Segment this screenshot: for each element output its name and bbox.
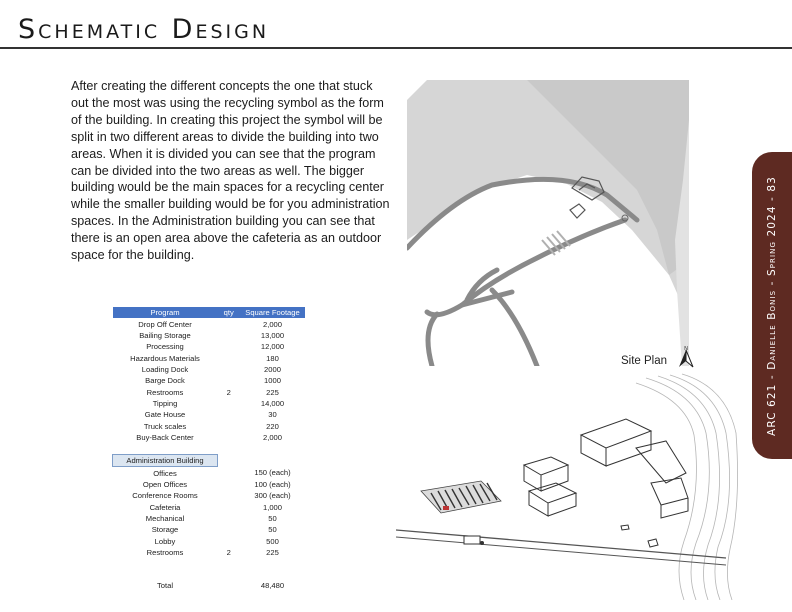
site-plan-map (407, 80, 689, 366)
total-value: 48,480 (260, 581, 285, 591)
table-row (113, 536, 306, 547)
program-qty (218, 318, 241, 329)
program-sqft: 150 (each) (254, 468, 291, 478)
program-sqft: 30 (268, 410, 277, 420)
header-square-footage: Square Footage (240, 307, 305, 318)
program-sqft: 2000 (264, 364, 281, 374)
program-qty: 2 (226, 548, 231, 558)
table-row (113, 479, 306, 490)
program-name: Gate House (144, 410, 186, 420)
program-name: Truck scales (143, 421, 187, 431)
table-row (113, 375, 306, 386)
program-name: Drop Off Center (138, 319, 192, 329)
program-table (112, 307, 305, 592)
program-qty (218, 432, 241, 443)
north-arrow-icon (676, 345, 696, 369)
program-sqft: 12,000 (260, 342, 285, 352)
total-row (113, 580, 306, 591)
table-spacer (113, 443, 306, 455)
program-qty: 2 (226, 387, 231, 397)
side-tab-text: ARC 621 - Danielle Bonis - Spring 2024 - 83 (766, 175, 778, 436)
program-qty (218, 409, 241, 420)
site-plan-label: Site Plan (621, 355, 668, 367)
table-row (113, 352, 306, 363)
header-qty: qty (218, 307, 241, 318)
table-row (113, 318, 306, 329)
title-rule (0, 47, 792, 49)
program-name: Bailing Storage (139, 330, 191, 340)
program-qty (218, 375, 241, 386)
program-qty (218, 352, 241, 363)
program-name: Tipping (152, 398, 178, 408)
program-name: Conference Rooms (132, 491, 198, 501)
body-paragraph: After creating the different concepts the one that stuck out the most was using the recycling symbol as the form of the building. In creating this project the symbol will be split in two different areas to divide the building into two areas. When it is divided you can see that the program can be divided into the two areas as well. The bigger building would be the main spaces for a recycling center while the smaller building would be for you administration spaces. In the Administration building you can see that there is an open area above the cafeteria as an outdoor space for the building. (71, 79, 390, 263)
program-sqft: 1000 (264, 376, 281, 386)
table-row (113, 398, 306, 409)
table-spacer (113, 558, 306, 569)
program-qty (218, 364, 241, 375)
table-row (113, 420, 306, 431)
program-name: Processing (146, 342, 184, 352)
program-qty (218, 420, 241, 431)
program-sqft: 14,000 (260, 398, 285, 408)
table-row (113, 490, 306, 501)
program-sqft: 50 (268, 525, 277, 535)
program-qty (218, 513, 241, 524)
program-name: Loading Dock (141, 364, 189, 374)
program-sqft: 100 (each) (254, 479, 291, 489)
program-sqft: 300 (each) (254, 491, 291, 501)
table-row (113, 467, 306, 479)
program-sqft: 13,000 (260, 330, 285, 340)
total-label: Total (156, 581, 174, 591)
program-qty (218, 341, 241, 352)
table-row (113, 409, 306, 420)
program-sqft: 50 (268, 514, 277, 524)
program-qty (218, 398, 241, 409)
program-sqft: 180 (266, 353, 279, 363)
admin-heading-row (113, 455, 306, 467)
table-row (113, 386, 306, 397)
program-sqft: 225 (266, 387, 279, 397)
table-row (113, 502, 306, 513)
table-row (113, 547, 306, 558)
program-qty (218, 467, 241, 479)
table-row (113, 341, 306, 352)
table-spacer (113, 569, 306, 580)
program-qty (218, 490, 241, 501)
program-name: Hazardous Materials (130, 353, 200, 363)
north-label: N (684, 346, 688, 352)
program-name: Lobby (154, 536, 176, 546)
page-title: Schematic Design (18, 14, 270, 45)
program-sqft: 1,000 (262, 502, 282, 512)
program-sqft: 220 (266, 421, 279, 431)
table-row (113, 330, 306, 341)
program-qty (218, 524, 241, 535)
program-name: Buy-Back Center (136, 432, 194, 442)
program-name: Offices (153, 468, 177, 478)
side-tab (752, 152, 792, 459)
program-name: Cafeteria (149, 502, 181, 512)
table-row (113, 513, 306, 524)
program-sqft: 225 (266, 548, 279, 558)
program-name: Restrooms (146, 387, 184, 397)
table-header-row (113, 307, 306, 318)
axonometric-model (396, 373, 741, 600)
program-name: Mechanical (145, 514, 185, 524)
program-name: Storage (151, 525, 179, 535)
program-qty (218, 330, 241, 341)
program-name: Barge Dock (145, 376, 185, 386)
table-row (113, 364, 306, 375)
program-qty (218, 502, 241, 513)
table-row (113, 432, 306, 443)
header-program: Program (113, 307, 218, 318)
program-name: Restrooms (146, 548, 184, 558)
program-qty (218, 536, 241, 547)
program-name: Open Offices (142, 479, 188, 489)
program-sqft: 2,000 (262, 319, 282, 329)
program-sqft: 2,000 (262, 432, 282, 442)
program-qty (218, 479, 241, 490)
program-sqft: 500 (266, 536, 279, 546)
table-row (113, 524, 306, 535)
admin-heading: Administration Building (113, 455, 218, 467)
